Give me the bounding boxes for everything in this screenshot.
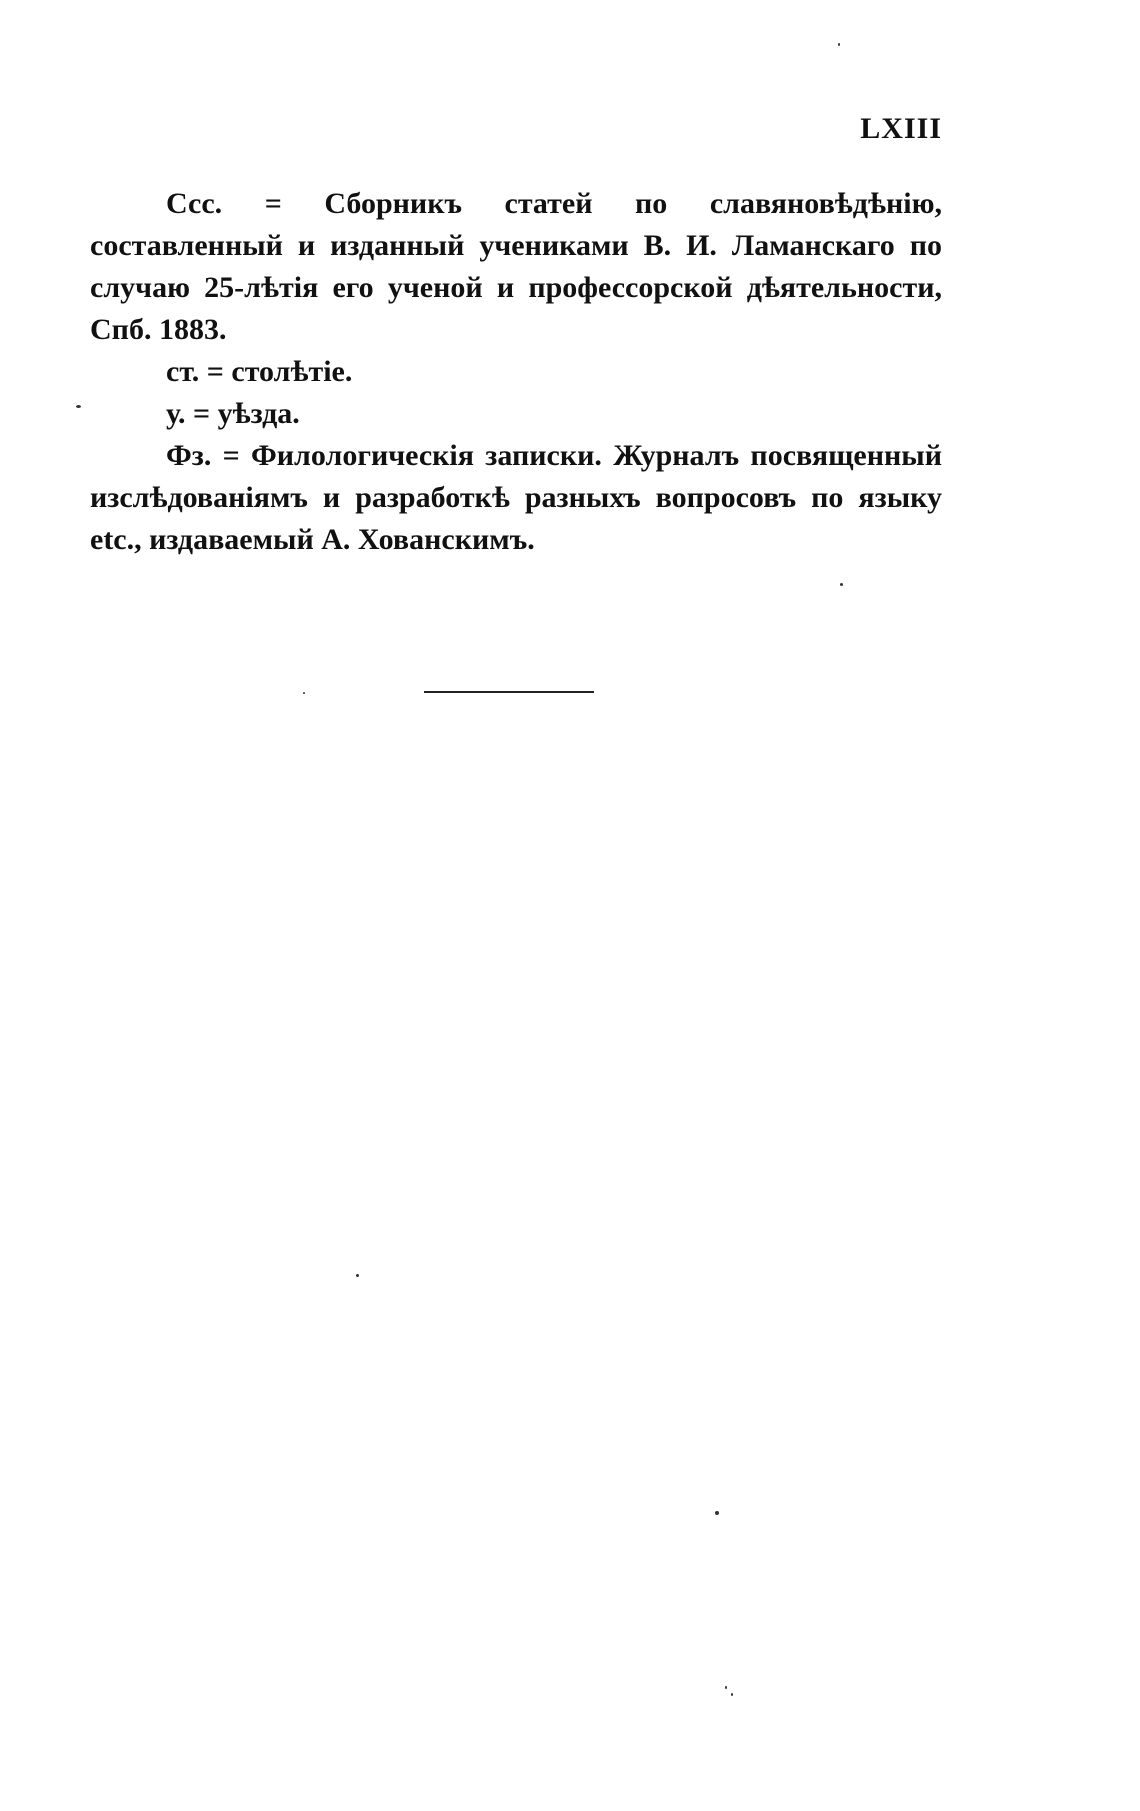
scan-speck xyxy=(356,1274,359,1277)
scan-speck xyxy=(76,405,81,408)
scan-speck xyxy=(840,583,843,586)
abbreviation-entry-u: у. = уѣзда. xyxy=(166,397,300,430)
section-divider xyxy=(424,691,594,693)
abbreviation-entry-st: ст. = столѣтіе. xyxy=(166,355,353,388)
scan-speck xyxy=(715,1511,719,1515)
abbreviation-entry-ccc: Ссс. = Сборникъ статей по славяновѣдѣнію, составленный и изданный учениками В. И. Ламанскаго по случаю 25-лѣтія его ученой и профессорской дѣятельности, Спб. 1883. xyxy=(90,187,942,346)
page-number: LXIII xyxy=(860,112,942,145)
scan-speck xyxy=(731,1693,733,1696)
scan-speck xyxy=(303,692,305,694)
abbreviation-list xyxy=(90,183,942,561)
scan-speck xyxy=(838,43,840,46)
abbreviation-entry-fz: Фз. = Филологическія записки. Журналъ посвященный изслѣдованіямъ и разработкѣ разныхъ вопросовъ по языку etc., издаваемый А. Хованскимъ. xyxy=(90,439,942,556)
scan-speck xyxy=(725,1686,727,1689)
